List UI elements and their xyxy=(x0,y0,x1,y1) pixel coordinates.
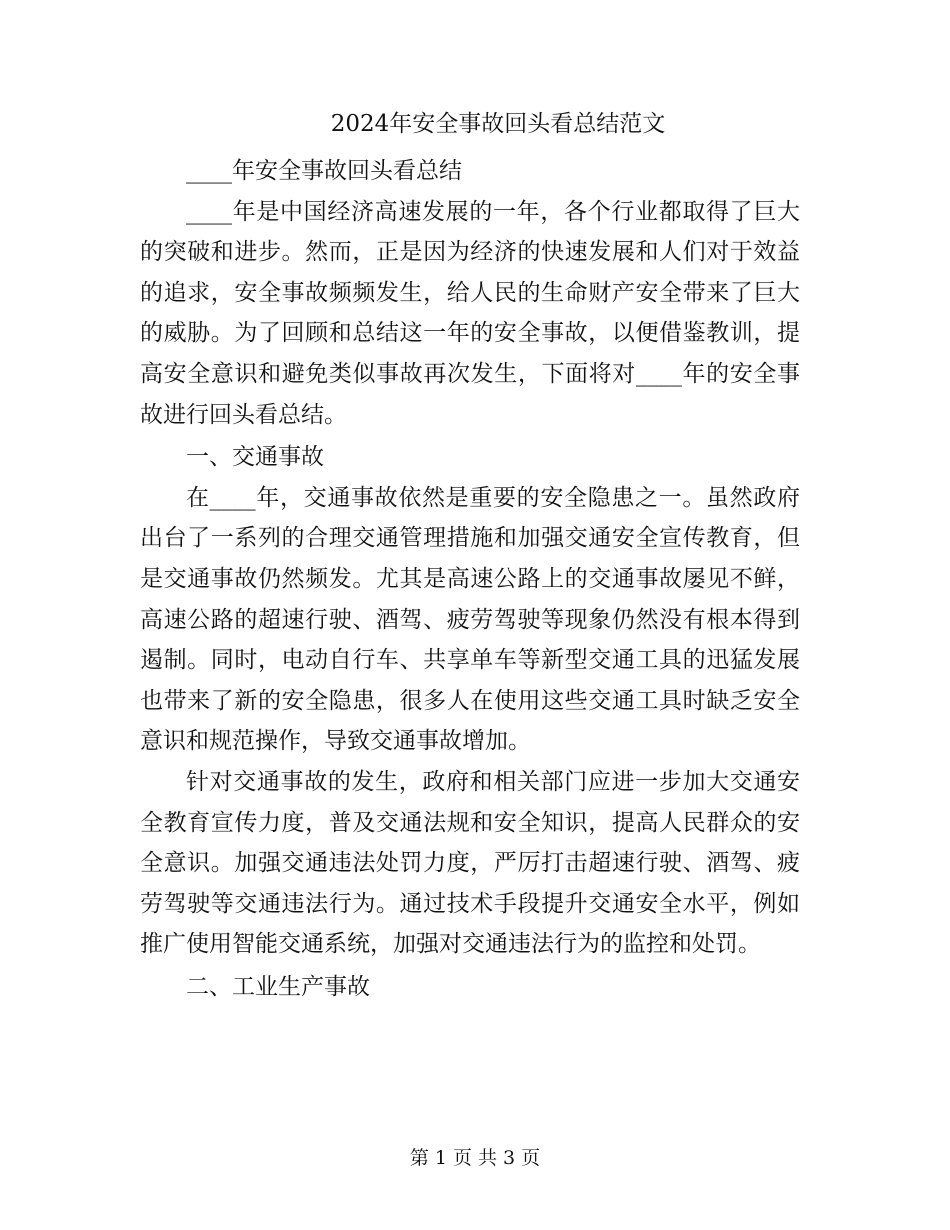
page-footer: 第 1 页 共 3 页 xyxy=(409,1147,541,1169)
document-body xyxy=(140,151,800,1007)
section-heading-industrial: 二、工业生产事故 xyxy=(186,973,370,1000)
intro-paragraph: ____年是中国经济高速发展的一年，各个行业都取得了巨大的突破和进步。然而，正是因为经济的快速发展和人们对于效益的追求，安全事故频频发生，给人民的生命财产安全带来了巨大的威胁。为了回顾和总结这一年的安全事故，以便借鉴教训，提高安全意识和避免类似事故再次发生，下面将对____年的安全事故进行回头看总结。 xyxy=(140,198,800,428)
section-heading-traffic: 一、交通事故 xyxy=(186,444,324,471)
traffic-paragraph: 在____年，交通事故依然是重要的安全隐患之一。虽然政府出台了一系列的合理交通管理措施和加强交通安全宣传教育，但是交通事故仍然频发。尤其是高速公路上的交通事故屡见不鲜，高速公路的超速行驶、酒驾、疲劳驾驶等现象仍然没有根本得到遏制。同时，电动自行车、共享单车等新型交通工具的迅猛发展也带来了新的安全隐患，很多人在使用这些交通工具时缺乏安全意识和规范操作，导致交通事故增加。 xyxy=(140,484,800,755)
traffic-measures-paragraph: 针对交通事故的发生，政府和相关部门应进一步加大交通安全教育宣传力度，普及交通法规和安全知识，提高人民群众的安全意识。加强交通违法处罚力度，严厉打击超速行驶、酒驾、疲劳驾驶等交通违法行为。通过技术手段提升交通安全水平，例如推广使用智能交通系统，加强对交通违法行为的监控和处罚。 xyxy=(140,768,800,958)
subtitle-paragraph: ____年安全事故回头看总结 xyxy=(186,158,462,184)
document-title: 2024年安全事故回头看总结范文 xyxy=(330,111,666,137)
